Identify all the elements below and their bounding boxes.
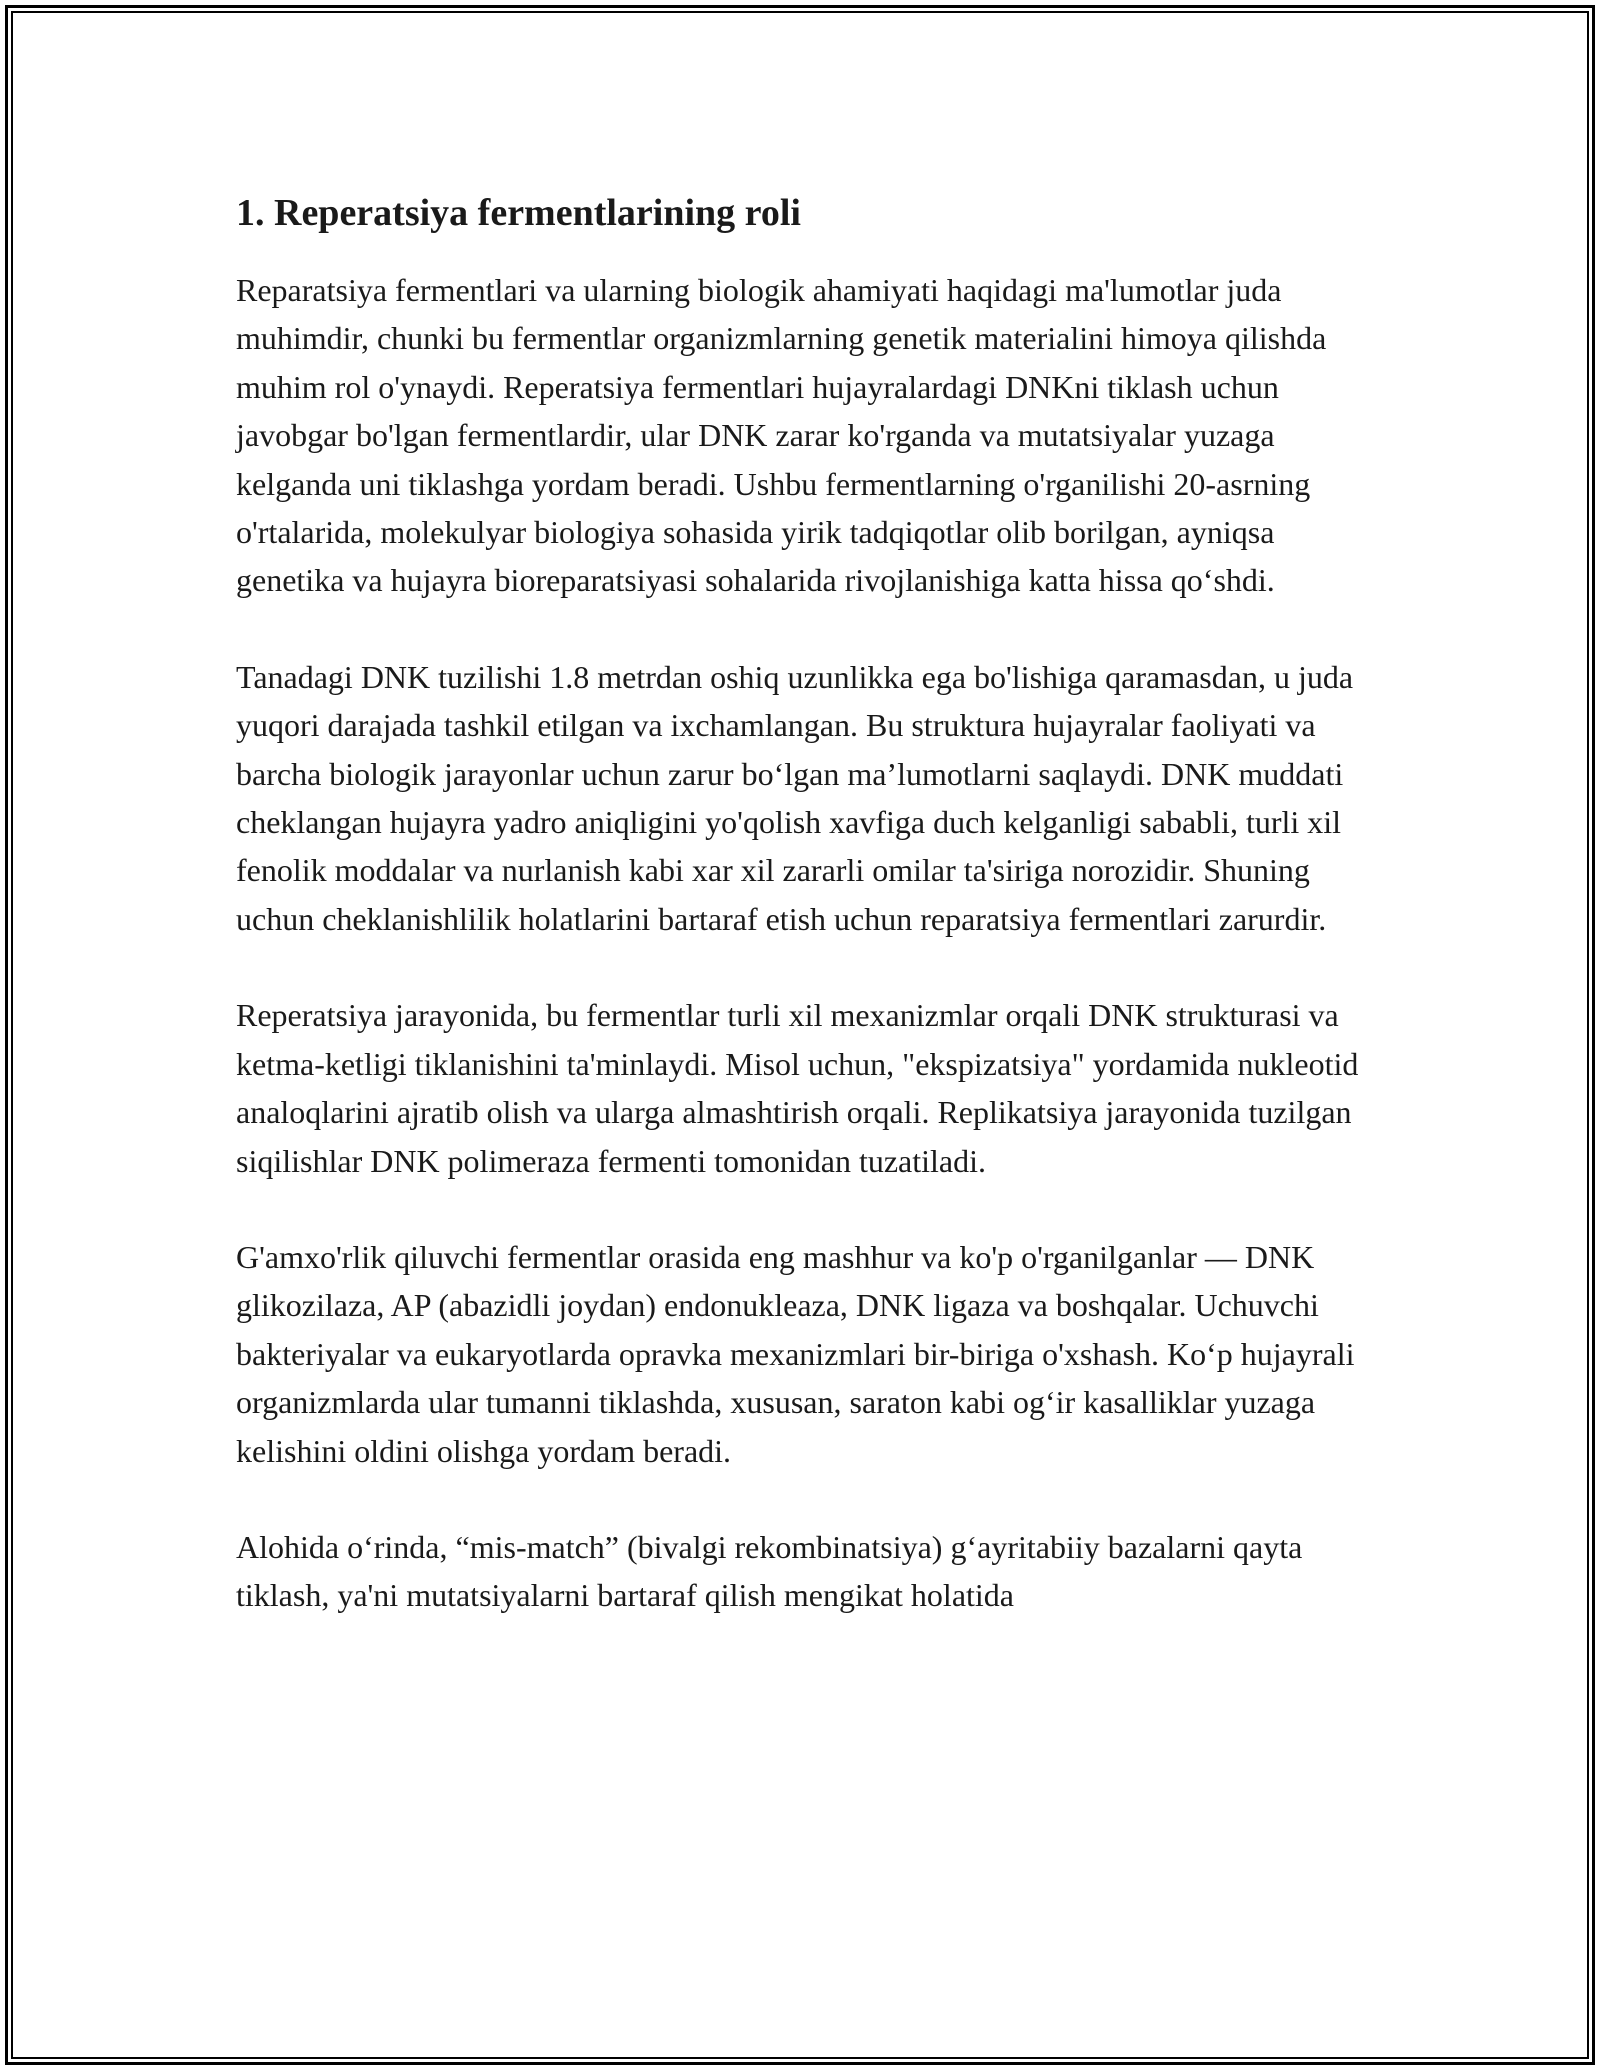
paragraph-4: G'amxo'rlik qiluvchi fermentlar orasida eng mashhur va ko'p o'rganilganlar — DNK glikozilaza, AP (abazidli joydan) endonukleaza, DNK ligaza va boshqalar. Uchuvchi bakteriyalar va eukaryotlarda opravka mexanizmlari bir-biriga o'xshash. Ko‘p hujayrali organizmlarda ular tumanni tiklashda, xususan, saraton kabi og‘ir kasalliklar yuzaga kelishini oldini olishga yordam beradi.: [236, 1238, 1355, 1469]
section-heading: 1. Reperatsiya fermentlarining roli: [236, 192, 801, 234]
paragraph-3: Reperatsiya jarayonida, bu fermentlar turli xil mexanizmlar orqali DNK strukturasi va ketma-ketligi tiklanishini ta'minlaydi. Misol uchun, "ekspizatsiya" yordamida nukleotid analoqlarini ajratib olish va ularga almashtirish orqali. Replikatsiya jarayonida tuzilgan siqilishlar DNK polimeraza fermenti tomonidan tuzatiladi.: [236, 997, 1359, 1179]
paragraph-5: Alohida o‘rinda, “mis-match” (bivalgi rekombinatsiya) g‘ayritabiiy bazalarni qayta tiklash, ya'ni mutatsiyalarni bartaraf qilish mengikat holatida: [236, 1528, 1303, 1614]
paragraph-2: Tanadagi DNK tuzilishi 1.8 metrdan oshiq uzunlikka ega bo'lishiga qaramasdan, u juda yuqori darajada tashkil etilgan va ixchamlangan. Bu struktura hujayralar faoliyati va barcha biologik jarayonlar uchun zarur bo‘lgan ma’lumotlarni saqlaydi. DNK muddati cheklangan hujayra yadro aniqligini yo'qolish xavfiga duch kelganligi sababli, turli xil fenolik moddalar va nurlanish kabi xar xil zararli omilar ta'siriga norozidir. Shuning uchun cheklanishlilik holatlarini bartaraf etish uchun reparatsiya fermentlari zarurdir.: [236, 658, 1354, 937]
document-body: [236, 186, 1366, 1668]
paragraph-1: Reparatsiya fermentlari va ularning biologik ahamiyati haqidagi ma'lumotlar juda muhimdir, chunki bu fermentlar organizmlarning genetik materialini himoya qilishda muhim rol o'ynaydi. Reperatsiya fermentlari hujayralardagi DNKni tiklash uchun javobgar bo'lgan fermentlardir, ular DNK zarar ko'rganda va mutatsiyalar yuzaga kelganda uni tiklashga yordam beradi. Ushbu fermentlarning o'rganilishi 20-asrning o'rtalarida, molekulyar biologiya sohasida yirik tadqiqotlar olib borilgan, ayniqsa genetika va hujayra bioreparatsiyasi sohalarida rivojlanishiga katta hissa qo‘shdi.: [236, 272, 1327, 599]
